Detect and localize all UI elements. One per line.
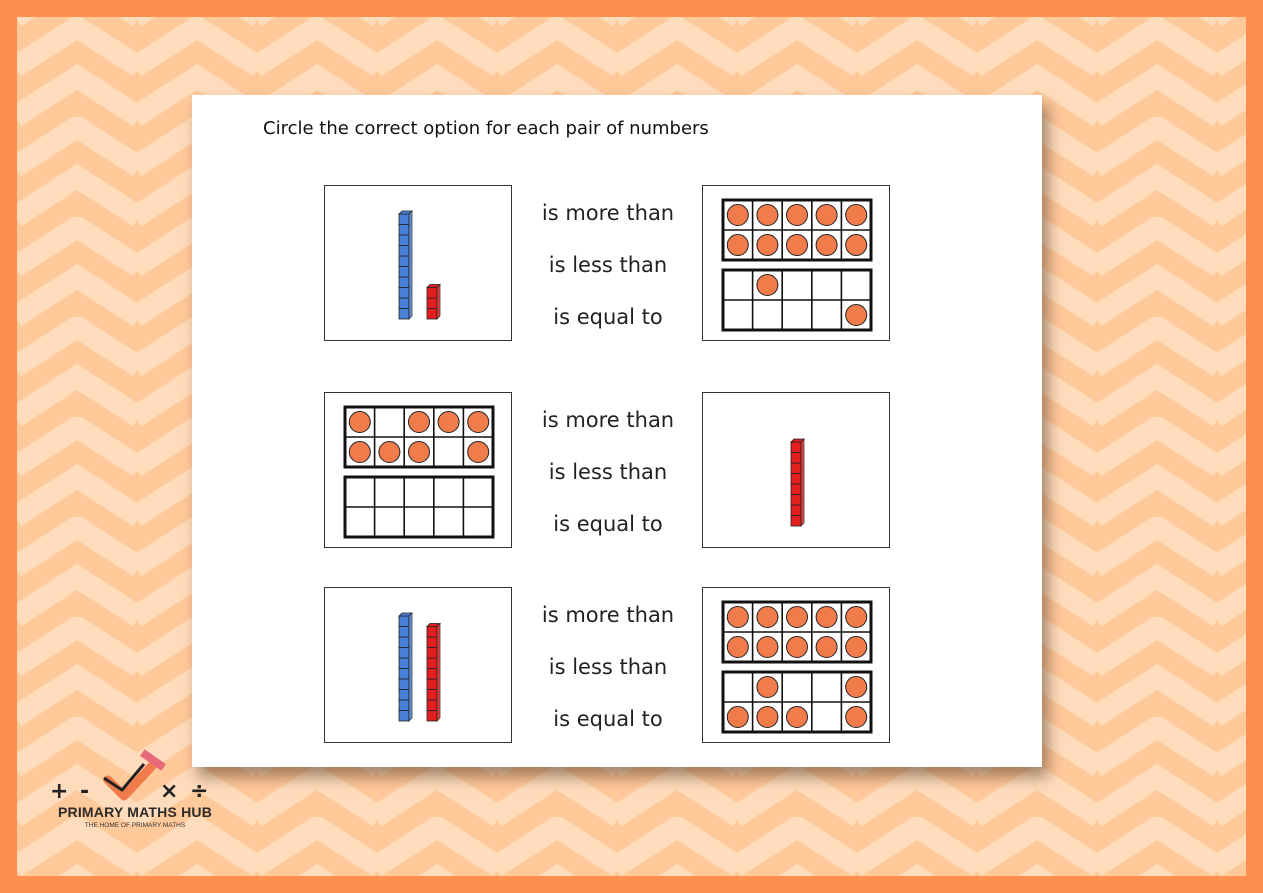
unit-cube — [399, 225, 409, 236]
counter — [787, 637, 808, 658]
counter — [787, 607, 808, 628]
counter — [816, 637, 837, 658]
ten-frame — [723, 200, 871, 260]
unit-cube — [399, 277, 409, 288]
ten-frame — [723, 672, 871, 732]
unit-cube — [399, 669, 409, 680]
divide-symbol: ÷ — [190, 779, 209, 804]
option-more-than[interactable]: is more than — [541, 408, 675, 432]
counter — [349, 442, 370, 463]
rod-side-face — [409, 613, 412, 721]
counter — [468, 412, 489, 433]
rod-side-face — [801, 439, 804, 526]
rod-side-face — [437, 285, 440, 320]
counter — [757, 637, 778, 658]
rod-side-face — [437, 624, 440, 722]
unit-cube — [427, 679, 437, 690]
plus-symbol: + — [50, 779, 69, 804]
counter — [757, 707, 778, 728]
counter — [787, 205, 808, 226]
unit-cube — [399, 700, 409, 711]
problem-1-options — [528, 187, 688, 343]
unit-cube — [399, 288, 409, 299]
problem-1-right-box — [702, 185, 890, 341]
worksheet — [192, 95, 1042, 767]
problem-2-options — [528, 394, 688, 550]
unit-cube — [399, 246, 409, 257]
option-less-than[interactable]: is less than — [548, 460, 668, 484]
problem-3-options — [528, 589, 688, 745]
counter — [727, 235, 748, 256]
counter — [727, 707, 748, 728]
unit-cube — [399, 637, 409, 648]
problem-3-right-visual — [703, 588, 891, 744]
ten-frame — [345, 477, 493, 537]
counter — [846, 707, 867, 728]
times-symbol: × — [160, 779, 179, 804]
option-equal-to[interactable]: is equal to — [553, 512, 663, 536]
base-ten-rod — [427, 624, 440, 722]
counter — [727, 205, 748, 226]
counter — [816, 607, 837, 628]
base-ten-rod — [399, 613, 412, 721]
unit-cube — [427, 627, 437, 638]
unit-cube — [427, 298, 437, 309]
counter — [757, 235, 778, 256]
problem-2-left-box — [324, 392, 512, 548]
unit-cube — [399, 309, 409, 320]
unit-cube — [427, 637, 437, 648]
counter — [787, 235, 808, 256]
unit-cube — [399, 235, 409, 246]
problem-2-right-visual — [703, 393, 891, 549]
unit-cube — [427, 658, 437, 669]
counter — [349, 412, 370, 433]
option-less-than[interactable]: is less than — [548, 655, 668, 679]
unit-cube — [427, 669, 437, 680]
problem-3-left-box — [324, 587, 512, 743]
problem-2-right-box — [702, 392, 890, 548]
unit-cube — [427, 309, 437, 320]
counter — [379, 442, 400, 463]
problem-2-left-visual — [325, 393, 513, 549]
unit-cube — [427, 690, 437, 701]
ten-frame — [723, 602, 871, 662]
option-equal-to[interactable]: is equal to — [553, 707, 663, 731]
counter — [846, 235, 867, 256]
counter — [846, 305, 867, 326]
counter — [468, 442, 489, 463]
unit-cube — [791, 505, 801, 516]
option-less-than[interactable]: is less than — [548, 253, 668, 277]
problem-1-left-visual — [325, 186, 513, 342]
unit-cube — [791, 484, 801, 495]
counter — [409, 442, 430, 463]
unit-cube — [399, 616, 409, 627]
logo-subtitle: THE HOME OF PRIMARY MATHS — [84, 822, 186, 829]
option-more-than[interactable]: is more than — [541, 603, 675, 627]
counter — [816, 235, 837, 256]
unit-cube — [399, 711, 409, 722]
unit-cube — [399, 267, 409, 278]
problem-1-right-visual — [703, 186, 891, 342]
unit-cube — [399, 298, 409, 309]
counter — [757, 275, 778, 296]
problem-1-left-box — [324, 185, 512, 341]
counter — [846, 205, 867, 226]
unit-cube — [791, 516, 801, 527]
instruction-text: Circle the correct option for each pair of numbers — [263, 118, 709, 139]
counter — [787, 707, 808, 728]
counter — [757, 607, 778, 628]
base-ten-rod — [427, 285, 440, 320]
base-ten-rod — [791, 439, 804, 526]
counter — [727, 607, 748, 628]
primary-maths-hub-logo — [40, 750, 230, 835]
ten-frame — [723, 270, 871, 330]
unit-cube — [791, 442, 801, 453]
counter — [846, 607, 867, 628]
option-more-than[interactable]: is more than — [541, 201, 675, 225]
unit-cube — [399, 690, 409, 701]
counter — [846, 637, 867, 658]
unit-cube — [427, 648, 437, 659]
counter — [816, 205, 837, 226]
unit-cube — [791, 453, 801, 464]
unit-cube — [399, 658, 409, 669]
minus-symbol: - — [80, 779, 90, 804]
unit-cube — [399, 679, 409, 690]
unit-cube — [399, 627, 409, 638]
unit-cube — [399, 214, 409, 225]
logo-icon — [40, 750, 230, 805]
option-equal-to[interactable]: is equal to — [553, 305, 663, 329]
counter — [757, 205, 778, 226]
unit-cube — [791, 474, 801, 485]
unit-cube — [427, 288, 437, 299]
unit-cube — [791, 495, 801, 506]
counter — [727, 637, 748, 658]
unit-cube — [791, 463, 801, 474]
unit-cube — [399, 256, 409, 267]
counter — [409, 412, 430, 433]
counter — [846, 677, 867, 698]
rod-side-face — [409, 211, 412, 319]
ten-frame — [345, 407, 493, 467]
base-ten-rod — [399, 211, 412, 319]
unit-cube — [427, 700, 437, 711]
counter — [438, 412, 459, 433]
unit-cube — [427, 711, 437, 722]
counter — [757, 677, 778, 698]
unit-cube — [399, 648, 409, 659]
problem-3-left-visual — [325, 588, 513, 744]
logo-title: PRIMARY MATHS HUB — [57, 804, 213, 820]
problem-3-right-box — [702, 587, 890, 743]
